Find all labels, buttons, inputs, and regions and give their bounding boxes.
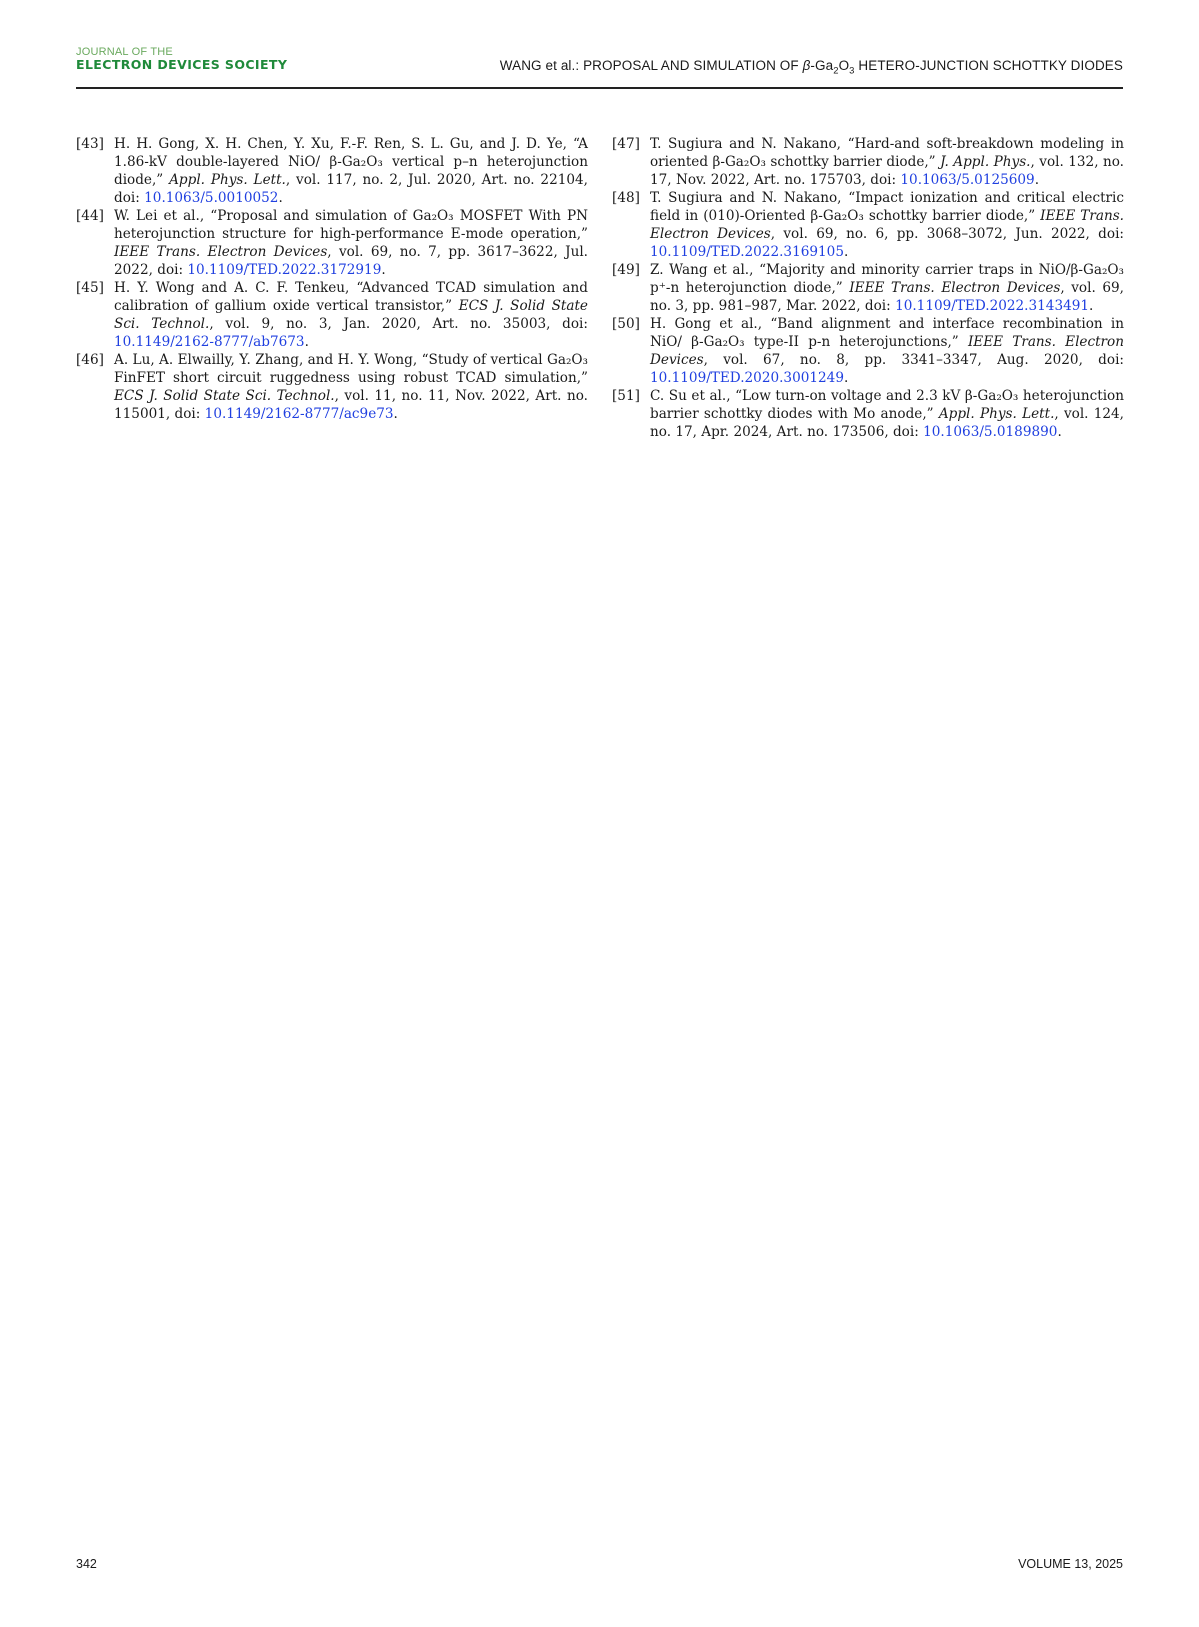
reference-end: .: [278, 190, 283, 206]
reference-journal: IEEE Trans. Electron Devices: [650, 208, 1124, 242]
reference-49: [612, 261, 1124, 315]
reference-journal: Appl. Phys. Lett.: [169, 172, 286, 188]
reference-number: [47]: [612, 136, 640, 152]
reference-details: , vol. 69, no. 7, pp. 3617–3622, Jul. 2022, doi:: [114, 244, 588, 278]
reference-details: , vol. 69, no. 6, pp. 3068–3072, Jun. 2022, doi:: [770, 226, 1124, 242]
reference-50: [612, 315, 1124, 387]
reference-46: [76, 351, 588, 423]
logo-line-2: ELECTRON DEVICES SOCIETY: [76, 57, 288, 72]
volume-label: VOLUME 13, 2025: [1018, 1557, 1123, 1571]
logo-line-1: JOURNAL OF THE: [76, 46, 173, 58]
reference-end: .: [843, 244, 849, 260]
reference-text: [650, 261, 1124, 315]
reference-journal: ECS J. Solid State Sci. Technol.: [114, 388, 335, 404]
reference-end: .: [381, 262, 386, 278]
reference-end: .: [1089, 298, 1094, 314]
reference-text: [650, 315, 1124, 387]
reference-text: [114, 279, 588, 351]
reference-number: [48]: [612, 190, 640, 206]
doi-link[interactable]: 10.1109/TED.2022.3143491: [895, 298, 1090, 314]
running-head-sub-3: 3: [849, 65, 855, 77]
reference-text: [650, 189, 1124, 261]
reference-48: [612, 189, 1124, 261]
reference-end: .: [304, 334, 309, 350]
reference-body: A. Lu, A. Elwailly, Y. Zhang, and H. Y. Wong, “Study of vertical Ga₂O₃ FinFET short circuit ruggedness using robust TCAD simulation,”: [114, 352, 588, 386]
reference-number: [45]: [76, 280, 104, 296]
running-head-pre: WANG et al.: PROPOSAL AND SIMULATION OF: [499, 58, 803, 73]
reference-43: [76, 135, 588, 207]
reference-body: H. Y. Wong and A. C. F. Tenkeu, “Advanced TCAD simulation and calibration of gallium oxide vertical transistor,”: [114, 280, 588, 314]
reference-45: [76, 279, 588, 351]
reference-journal: IEEE Trans. Electron Devices: [650, 334, 1124, 368]
reference-44: [76, 207, 588, 279]
reference-details: , vol. 69, no. 3, pp. 981–987, Mar. 2022, doi:: [650, 280, 1124, 314]
reference-text: [114, 207, 588, 279]
reference-end: .: [1034, 172, 1040, 188]
reference-journal: IEEE Trans. Electron Devices: [114, 244, 328, 260]
running-head-beta: β: [802, 58, 811, 73]
running-head-sub-2: 2: [833, 65, 839, 77]
running-head: [499, 58, 1123, 77]
reference-end: .: [393, 406, 398, 422]
reference-number: [46]: [76, 352, 104, 368]
reference-text: [650, 387, 1124, 441]
reference-number: [49]: [612, 262, 640, 278]
running-head-ga: -Ga: [810, 58, 834, 73]
reference-journal: Appl. Phys. Lett.: [938, 406, 1055, 422]
reference-details: , vol. 132, no. 17, Nov. 2022, Art. no. 175703, doi:: [650, 154, 1125, 188]
references-left-column: [76, 135, 588, 423]
reference-47: [612, 135, 1124, 189]
reference-journal: IEEE Trans. Electron Devices: [849, 280, 1061, 296]
running-head-o: O: [838, 58, 850, 73]
doi-link[interactable]: 10.1109/TED.2022.3169105: [650, 244, 844, 260]
reference-details: , vol. 67, no. 8, pp. 3341–3347, Aug. 2020, doi:: [703, 352, 1124, 368]
reference-body: C. Su et al., “Low turn-on voltage and 2.3 kV β-Ga₂O₃ heterojunction barrier schottky diodes with Mo anode,”: [650, 388, 1124, 422]
references-right-column: [612, 135, 1124, 441]
reference-body: T. Sugiura and N. Nakano, “Impact ionization and critical electric field in (010)-Oriented β-Ga₂O₃ schottky barrier diode,”: [650, 190, 1124, 224]
reference-end: .: [843, 370, 849, 386]
reference-number: [50]: [612, 316, 640, 332]
reference-51: [612, 387, 1124, 441]
reference-journal: ECS J. Solid State Sci. Technol.: [114, 298, 588, 332]
reference-body: Z. Wang et al., “Majority and minority carrier traps in NiO/β-Ga₂O₃ p⁺-n heterojunction diode,”: [650, 262, 1124, 296]
doi-link[interactable]: 10.1149/2162-8777/ab7673: [114, 334, 305, 350]
reference-end: .: [1057, 424, 1062, 440]
reference-body: H. H. Gong, X. H. Chen, Y. Xu, F.-F. Ren, S. L. Gu, and J. D. Ye, “A 1.86-kV double-layered NiO/ β-Ga₂O₃ vertical p–n heterojunction diode,”: [114, 136, 588, 188]
reference-text: [114, 135, 588, 207]
reference-details: , vol. 124, no. 17, Apr. 2024, Art. no. 173506, doi:: [650, 406, 1125, 440]
reference-body: W. Lei et al., “Proposal and simulation of Ga₂O₃ MOSFET With PN heterojunction structure for high-performance E-mode operation,”: [114, 208, 588, 242]
doi-link[interactable]: 10.1109/TED.2022.3172919: [187, 262, 382, 278]
reference-number: [44]: [76, 208, 104, 224]
reference-text: [650, 135, 1124, 189]
reference-body: H. Gong et al., “Band alignment and interface recombination in NiO/ β-Ga₂O₃ type-II p-n heterojunctions,”: [650, 316, 1124, 350]
reference-journal: J. Appl. Phys.: [940, 154, 1031, 170]
reference-number: [51]: [612, 388, 640, 404]
reference-details: , vol. 9, no. 3, Jan. 2020, Art. no. 35003, doi:: [209, 316, 588, 332]
doi-link[interactable]: 10.1063/5.0189890: [923, 424, 1058, 440]
reference-details: , vol. 117, no. 2, Jul. 2020, Art. no. 22104, doi:: [114, 172, 588, 206]
page-number: 342: [76, 1557, 97, 1571]
reference-text: [114, 351, 588, 423]
doi-link[interactable]: 10.1063/5.0010052: [144, 190, 279, 206]
doi-link[interactable]: 10.1063/5.0125609: [900, 172, 1035, 188]
journal-logo: [76, 46, 287, 72]
running-head-post: HETERO-JUNCTION SCHOTTKY DIODES: [854, 58, 1123, 73]
header-rule: [76, 87, 1123, 89]
reference-number: [43]: [76, 136, 104, 152]
doi-link[interactable]: 10.1149/2162-8777/ac9e73: [204, 406, 394, 422]
doi-link[interactable]: 10.1109/TED.2020.3001249: [650, 370, 844, 386]
reference-details: , vol. 11, no. 11, Nov. 2022, Art. no. 115001, doi:: [114, 388, 588, 422]
reference-body: T. Sugiura and N. Nakano, “Hard-and soft-breakdown modeling in oriented β-Ga₂O₃ schottky barrier diode,”: [650, 136, 1124, 170]
